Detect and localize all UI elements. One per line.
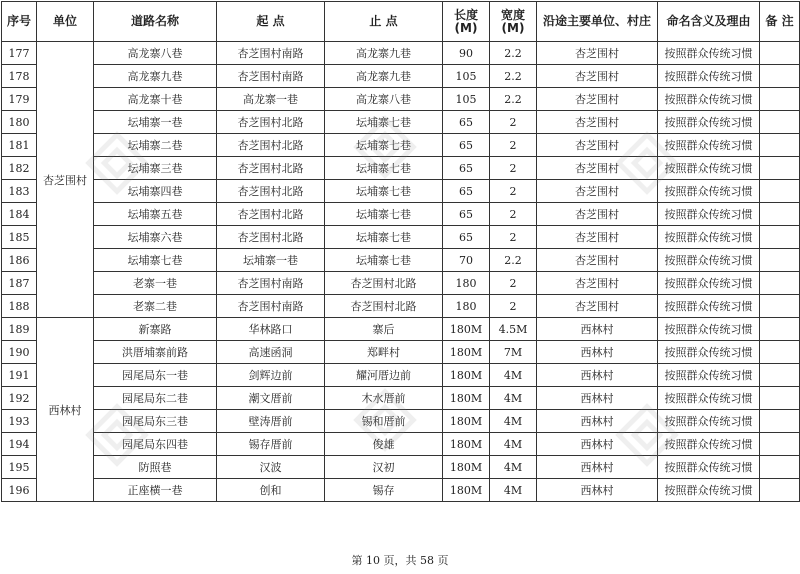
table-row: [2, 226, 800, 249]
cell-road-name: 园尾局东一巷: [94, 364, 217, 387]
cell-start: 杏芝围村北路: [217, 226, 325, 249]
cell-road-name: 新寨路: [94, 318, 217, 341]
cell-meaning: 按照群众传统习惯: [658, 272, 760, 295]
cell-seq: 180: [2, 111, 37, 134]
cell-remark: [760, 456, 800, 479]
cell-seq: 182: [2, 157, 37, 180]
cell-road-name: 老寨二巷: [94, 295, 217, 318]
cell-start: 剑辉边前: [217, 364, 325, 387]
cell-width: 4M: [490, 456, 537, 479]
cell-length: 65: [443, 157, 490, 180]
cell-remark: [760, 180, 800, 203]
cell-remark: [760, 111, 800, 134]
cell-along: 西林村: [537, 341, 658, 364]
cell-meaning: 按照群众传统习惯: [658, 134, 760, 157]
cell-length: 180M: [443, 318, 490, 341]
cell-unit: 杏芝围村: [37, 42, 94, 318]
cell-road-name: 坛埔寨三巷: [94, 157, 217, 180]
cell-along: 西林村: [537, 387, 658, 410]
header-remark: 备 注: [760, 2, 800, 42]
watermark-logo: [82, 400, 152, 470]
cell-start: 潮文厝前: [217, 387, 325, 410]
cell-end: 坛埔寨七巷: [325, 203, 443, 226]
cell-along: 杏芝围村: [537, 226, 658, 249]
cell-meaning: 按照群众传统习惯: [658, 433, 760, 456]
cell-seq: 196: [2, 479, 37, 502]
cell-remark: [760, 65, 800, 88]
cell-meaning: 按照群众传统习惯: [658, 295, 760, 318]
cell-end: 坛埔寨七巷: [325, 134, 443, 157]
cell-meaning: 按照群众传统习惯: [658, 157, 760, 180]
cell-end: 汉初: [325, 456, 443, 479]
table-row: [2, 364, 800, 387]
cell-road-name: 老寨一巷: [94, 272, 217, 295]
cell-start: 华林路口: [217, 318, 325, 341]
cell-start: 壁涛厝前: [217, 410, 325, 433]
cell-remark: [760, 479, 800, 502]
cell-start: 杏芝围村北路: [217, 157, 325, 180]
cell-width: 7M: [490, 341, 537, 364]
cell-seq: 187: [2, 272, 37, 295]
cell-start: 杏芝围村南路: [217, 65, 325, 88]
cell-meaning: 按照群众传统习惯: [658, 364, 760, 387]
cell-along: 杏芝围村: [537, 111, 658, 134]
page-footer: 第 10 页，共 58 页: [351, 554, 449, 567]
cell-length: 180M: [443, 410, 490, 433]
cell-remark: [760, 134, 800, 157]
table-row: [2, 341, 800, 364]
cell-length: 65: [443, 134, 490, 157]
cell-width: 2: [490, 180, 537, 203]
cell-length: 180M: [443, 364, 490, 387]
header-row: [2, 2, 800, 42]
cell-start: 锡存厝前: [217, 433, 325, 456]
cell-along: 杏芝围村: [537, 88, 658, 111]
cell-length: 65: [443, 111, 490, 134]
cell-seq: 190: [2, 341, 37, 364]
cell-width: 4M: [490, 364, 537, 387]
cell-width: 2.2: [490, 249, 537, 272]
cell-width: 2.2: [490, 88, 537, 111]
cell-along: 杏芝围村: [537, 157, 658, 180]
cell-length: 65: [443, 180, 490, 203]
cell-end: 郑畔村: [325, 341, 443, 364]
cell-start: 汉波: [217, 456, 325, 479]
cell-remark: [760, 88, 800, 111]
table-row: [2, 249, 800, 272]
cell-seq: 188: [2, 295, 37, 318]
cell-meaning: 按照群众传统习惯: [658, 226, 760, 249]
cell-start: 杏芝围村南路: [217, 42, 325, 65]
cell-along: 杏芝围村: [537, 295, 658, 318]
cell-width: 4M: [490, 410, 537, 433]
header-length: 长度 (M): [443, 2, 490, 42]
cell-start: 杏芝围村北路: [217, 180, 325, 203]
cell-remark: [760, 318, 800, 341]
cell-remark: [760, 249, 800, 272]
cell-meaning: 按照群众传统习惯: [658, 249, 760, 272]
cell-meaning: 按照群众传统习惯: [658, 456, 760, 479]
cell-end: 高龙寨九巷: [325, 65, 443, 88]
table-row: [2, 295, 800, 318]
cell-width: 2: [490, 134, 537, 157]
cell-remark: [760, 203, 800, 226]
cell-seq: 186: [2, 249, 37, 272]
cell-road-name: 高龙寨八巷: [94, 42, 217, 65]
cell-along: 西林村: [537, 318, 658, 341]
table-row: [2, 272, 800, 295]
cell-seq: 191: [2, 364, 37, 387]
cell-remark: [760, 157, 800, 180]
cell-remark: [760, 272, 800, 295]
cell-along: 杏芝围村: [537, 42, 658, 65]
cell-width: 2: [490, 111, 537, 134]
cell-width: 4.5M: [490, 318, 537, 341]
cell-along: 西林村: [537, 433, 658, 456]
cell-meaning: 按照群众传统习惯: [658, 479, 760, 502]
cell-length: 180: [443, 272, 490, 295]
cell-width: 2: [490, 226, 537, 249]
cell-end: 木水厝前: [325, 387, 443, 410]
cell-seq: 183: [2, 180, 37, 203]
cell-end: 坛埔寨七巷: [325, 111, 443, 134]
cell-road-name: 正座横一巷: [94, 479, 217, 502]
cell-road-name: 防照巷: [94, 456, 217, 479]
cell-seq: 177: [2, 42, 37, 65]
cell-meaning: 按照群众传统习惯: [658, 65, 760, 88]
cell-start: 杏芝围村北路: [217, 203, 325, 226]
watermark-logo: [350, 385, 420, 455]
cell-meaning: 按照群众传统习惯: [658, 318, 760, 341]
table-row: [2, 65, 800, 88]
cell-remark: [760, 295, 800, 318]
cell-length: 180M: [443, 387, 490, 410]
cell-length: 180M: [443, 479, 490, 502]
cell-along: 杏芝围村: [537, 65, 658, 88]
cell-seq: 178: [2, 65, 37, 88]
cell-along: 西林村: [537, 479, 658, 502]
header-width: 宽度 (M): [490, 2, 537, 42]
cell-road-name: 坛埔寨七巷: [94, 249, 217, 272]
cell-length: 180: [443, 295, 490, 318]
cell-seq: 195: [2, 456, 37, 479]
cell-start: 高速函洞: [217, 341, 325, 364]
cell-meaning: 按照群众传统习惯: [658, 88, 760, 111]
cell-width: 4M: [490, 479, 537, 502]
cell-width: 2.2: [490, 65, 537, 88]
cell-meaning: 按照群众传统习惯: [658, 341, 760, 364]
cell-width: 2: [490, 272, 537, 295]
cell-unit: 西林村: [37, 318, 94, 502]
cell-end: 坛埔寨七巷: [325, 180, 443, 203]
cell-along: 西林村: [537, 410, 658, 433]
cell-end: 坛埔寨七巷: [325, 249, 443, 272]
cell-road-name: 坛埔寨一巷: [94, 111, 217, 134]
cell-width: 2.2: [490, 42, 537, 65]
cell-end: 寨后: [325, 318, 443, 341]
header-meaning: 命名含义及理由: [658, 2, 760, 42]
table-row: [2, 88, 800, 111]
cell-meaning: 按照群众传统习惯: [658, 203, 760, 226]
cell-along: 西林村: [537, 456, 658, 479]
cell-end: 坛埔寨七巷: [325, 157, 443, 180]
cell-start: 坛埔寨一巷: [217, 249, 325, 272]
cell-end: 坛埔寨七巷: [325, 226, 443, 249]
cell-remark: [760, 341, 800, 364]
cell-end: 锡存: [325, 479, 443, 502]
cell-end: 杏芝围村北路: [325, 272, 443, 295]
cell-remark: [760, 387, 800, 410]
cell-seq: 184: [2, 203, 37, 226]
cell-width: 4M: [490, 433, 537, 456]
cell-road-name: 坛埔寨二巷: [94, 134, 217, 157]
cell-length: 180M: [443, 341, 490, 364]
cell-length: 105: [443, 65, 490, 88]
cell-road-name: 园尾局东三巷: [94, 410, 217, 433]
cell-width: 2: [490, 295, 537, 318]
cell-remark: [760, 42, 800, 65]
cell-length: 180M: [443, 433, 490, 456]
header-along: 沿途主要单位、村庄: [537, 2, 658, 42]
cell-road-name: 园尾局东四巷: [94, 433, 217, 456]
cell-length: 180M: [443, 456, 490, 479]
cell-end: 锡和厝前: [325, 410, 443, 433]
cell-seq: 194: [2, 433, 37, 456]
header-unit: 单位: [37, 2, 94, 42]
cell-road-name: 坛埔寨六巷: [94, 226, 217, 249]
cell-road-name: 坛埔寨四巷: [94, 180, 217, 203]
cell-start: 高龙寨一巷: [217, 88, 325, 111]
cell-seq: 181: [2, 134, 37, 157]
cell-remark: [760, 433, 800, 456]
cell-along: 杏芝围村: [537, 180, 658, 203]
cell-end: 俊雄: [325, 433, 443, 456]
cell-end: 高龙寨九巷: [325, 42, 443, 65]
cell-start: 杏芝围村北路: [217, 111, 325, 134]
cell-end: 耀河厝边前: [325, 364, 443, 387]
cell-width: 2: [490, 203, 537, 226]
table-row: [2, 479, 800, 502]
cell-along: 杏芝围村: [537, 203, 658, 226]
cell-road-name: 园尾局东二巷: [94, 387, 217, 410]
cell-meaning: 按照群众传统习惯: [658, 410, 760, 433]
cell-length: 105: [443, 88, 490, 111]
header-end: 止 点: [325, 2, 443, 42]
cell-seq: 179: [2, 88, 37, 111]
cell-start: 杏芝围村南路: [217, 272, 325, 295]
cell-seq: 185: [2, 226, 37, 249]
cell-meaning: 按照群众传统习惯: [658, 111, 760, 134]
cell-seq: 193: [2, 410, 37, 433]
watermark-logo: [612, 400, 682, 470]
cell-width: 2: [490, 157, 537, 180]
watermark-logo: [350, 112, 420, 182]
cell-meaning: 按照群众传统习惯: [658, 387, 760, 410]
cell-length: 90: [443, 42, 490, 65]
cell-start: 创和: [217, 479, 325, 502]
cell-along: 杏芝围村: [537, 249, 658, 272]
cell-remark: [760, 364, 800, 387]
cell-meaning: 按照群众传统习惯: [658, 42, 760, 65]
cell-start: 杏芝围村北路: [217, 134, 325, 157]
cell-end: 杏芝围村北路: [325, 295, 443, 318]
cell-length: 65: [443, 203, 490, 226]
cell-start: 杏芝围村南路: [217, 295, 325, 318]
table-row: [2, 318, 800, 341]
cell-remark: [760, 410, 800, 433]
cell-road-name: 坛埔寨五巷: [94, 203, 217, 226]
cell-road-name: 高龙寨十巷: [94, 88, 217, 111]
cell-length: 65: [443, 226, 490, 249]
cell-along: 杏芝围村: [537, 272, 658, 295]
cell-along: 杏芝围村: [537, 134, 658, 157]
cell-along: 西林村: [537, 364, 658, 387]
table-row: [2, 203, 800, 226]
cell-length: 70: [443, 249, 490, 272]
cell-road-name: 洪厝埔寨前路: [94, 341, 217, 364]
cell-meaning: 按照群众传统习惯: [658, 180, 760, 203]
cell-road-name: 高龙寨九巷: [94, 65, 217, 88]
watermark-logo: [82, 128, 152, 198]
header-road-name: 道路名称: [94, 2, 217, 42]
table-row: [2, 42, 800, 65]
header-seq: 序号: [2, 2, 37, 42]
watermark-logo: [612, 128, 682, 198]
header-start: 起 点: [217, 2, 325, 42]
cell-end: 高龙寨八巷: [325, 88, 443, 111]
cell-width: 4M: [490, 387, 537, 410]
cell-seq: 192: [2, 387, 37, 410]
cell-seq: 189: [2, 318, 37, 341]
cell-remark: [760, 226, 800, 249]
